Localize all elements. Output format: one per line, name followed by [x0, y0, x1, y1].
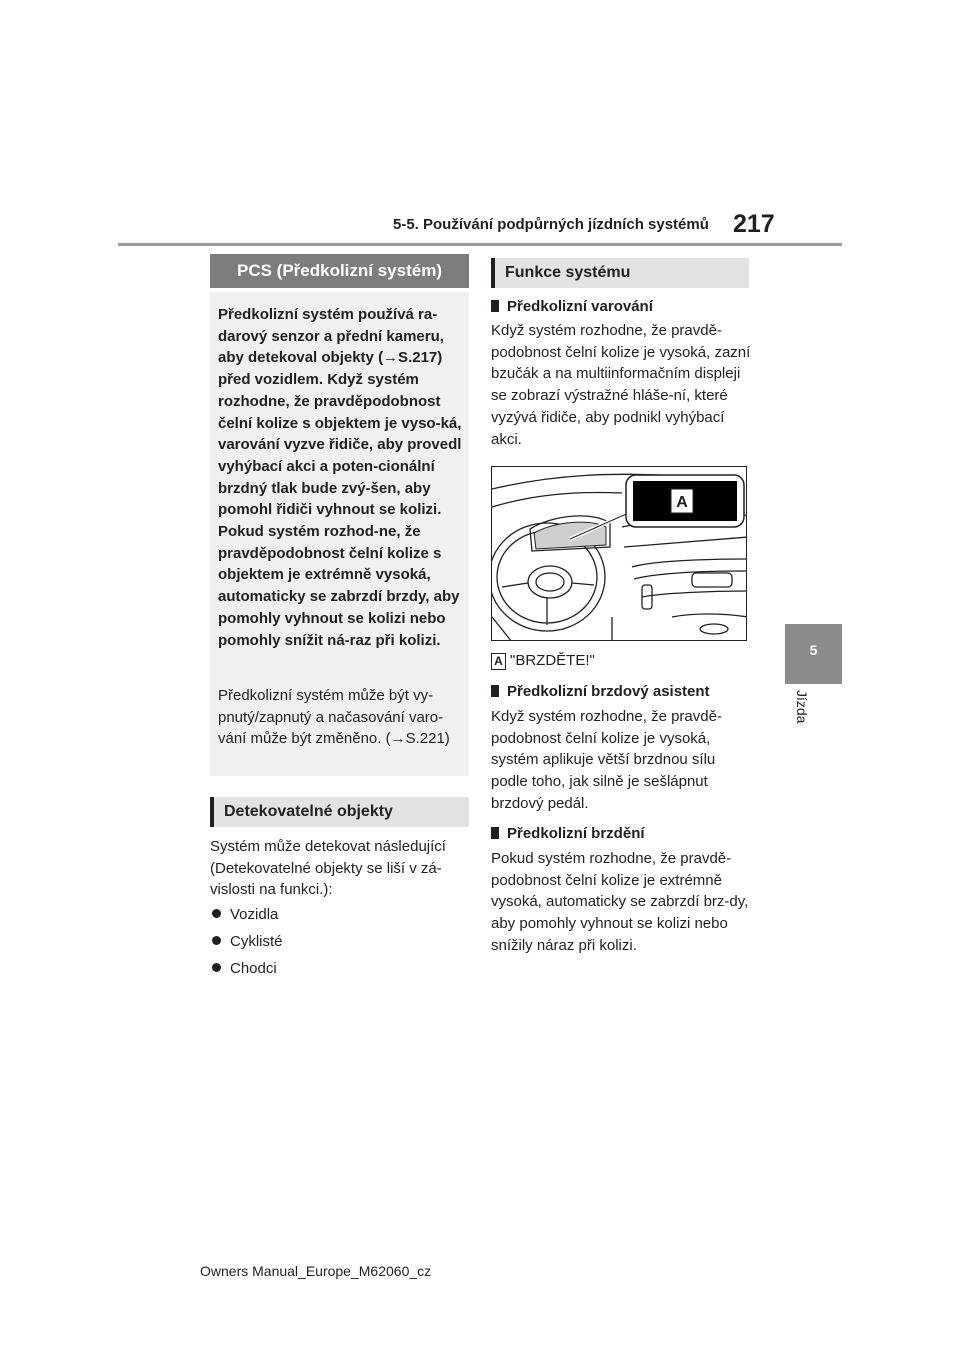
square-bullet-icon	[491, 827, 499, 839]
system-functions-title: Funkce systému	[491, 258, 749, 288]
header-divider	[118, 243, 842, 246]
dashboard-illustration	[491, 466, 747, 641]
detectable-objects-title: Detekovatelné objekty	[210, 797, 469, 827]
assist-heading-label: Předkolizní brzdový asistent	[507, 683, 710, 700]
dashboard-drawing	[492, 467, 747, 641]
footer-manual-id: Owners Manual_Europe_M62060_cz	[200, 1263, 432, 1279]
list-item	[212, 958, 277, 980]
bullet-icon	[212, 936, 221, 945]
chapter-number: 5	[809, 642, 818, 658]
pcs-section-title: PCS (Předkolizní systém)	[210, 254, 469, 288]
caption-label-icon: A	[491, 653, 506, 670]
list-item	[212, 931, 283, 953]
caption-text: "BRZDĚTE!"	[510, 652, 595, 669]
warning-heading	[491, 296, 751, 317]
brake-heading-label: Předkolizní brzdění	[507, 825, 645, 842]
square-bullet-icon	[491, 685, 499, 697]
bullet-icon	[212, 963, 221, 972]
chapter-label: Jízda	[794, 690, 810, 724]
bullet-icon	[212, 909, 221, 918]
list-item-label: Cyklisté	[230, 933, 283, 950]
figure-caption	[491, 650, 751, 672]
warning-text: Když systém rozhodne, že pravdě-podobnost čelní kolize je vysoká, zazní bzučák a na multiinformačním displeji se zobrazí výstražné hláše-ní, které vyzývá řidiče, aby podnikl vyhýbací akci.	[491, 322, 751, 448]
intro-bold-text: Předkolizní systém používá ra-darový senzor a přední kameru, aby detekoval objekty (→S.217) před vozidlem. Když systém rozhodne, že pravděpodobnost čelní kolize s objektem je vyso-ká, varování vyzve řidiče, aby provedl vyhýbací akci a poten-cionální brzdný tlak bude zvý-šen, aby pomohl řidiči vyhnout se kolizi. Pokud systém rozhod-ne, že pravděpodobnost čelní kolize s objektem je extrémně vysoká, automaticky se zabrzdí brzdy, aby pomohly vyhnout se kolizi nebo pomohly snížit ná-raz při kolizi.	[218, 306, 462, 649]
page-number: 217	[733, 210, 775, 238]
brake-heading	[491, 823, 751, 844]
list-item-label: Vozidla	[230, 906, 279, 923]
intro-normal-text: Předkolizní systém může být vy-pnutý/zapnutý a načasování varo-vání může být změněno. (→S.221)	[218, 687, 450, 748]
chapter-label-container	[770, 690, 830, 750]
list-item-label: Chodci	[230, 960, 277, 977]
square-bullet-icon	[491, 300, 499, 312]
detectable-objects-text: Systém může detekovat následující (Detekovatelné objekty se liší v zá-vislosti na funkci.):	[210, 838, 446, 899]
assist-text: Když systém rozhodne, že pravdě-podobnost čelní kolize je vysoká, systém aplikuje větší brzdnou sílu podle toho, jak silně je sešlápnut brzdový pedál.	[491, 708, 722, 812]
callout-label-a: A	[676, 494, 688, 511]
list-item	[212, 904, 278, 926]
header-section-title: 5-5. Používání podpůrných jízdních systémů	[393, 216, 709, 233]
assist-heading	[491, 681, 751, 702]
brake-text: Pokud systém rozhodne, že pravdě-podobnost čelní kolize je extrémně vysoká, automaticky se zabrzdí brz-dy, aby pomohly vyhnout se kolizi nebo snížily náraz při kolizi.	[491, 850, 749, 954]
warning-heading-label: Předkolizní varování	[507, 298, 653, 315]
